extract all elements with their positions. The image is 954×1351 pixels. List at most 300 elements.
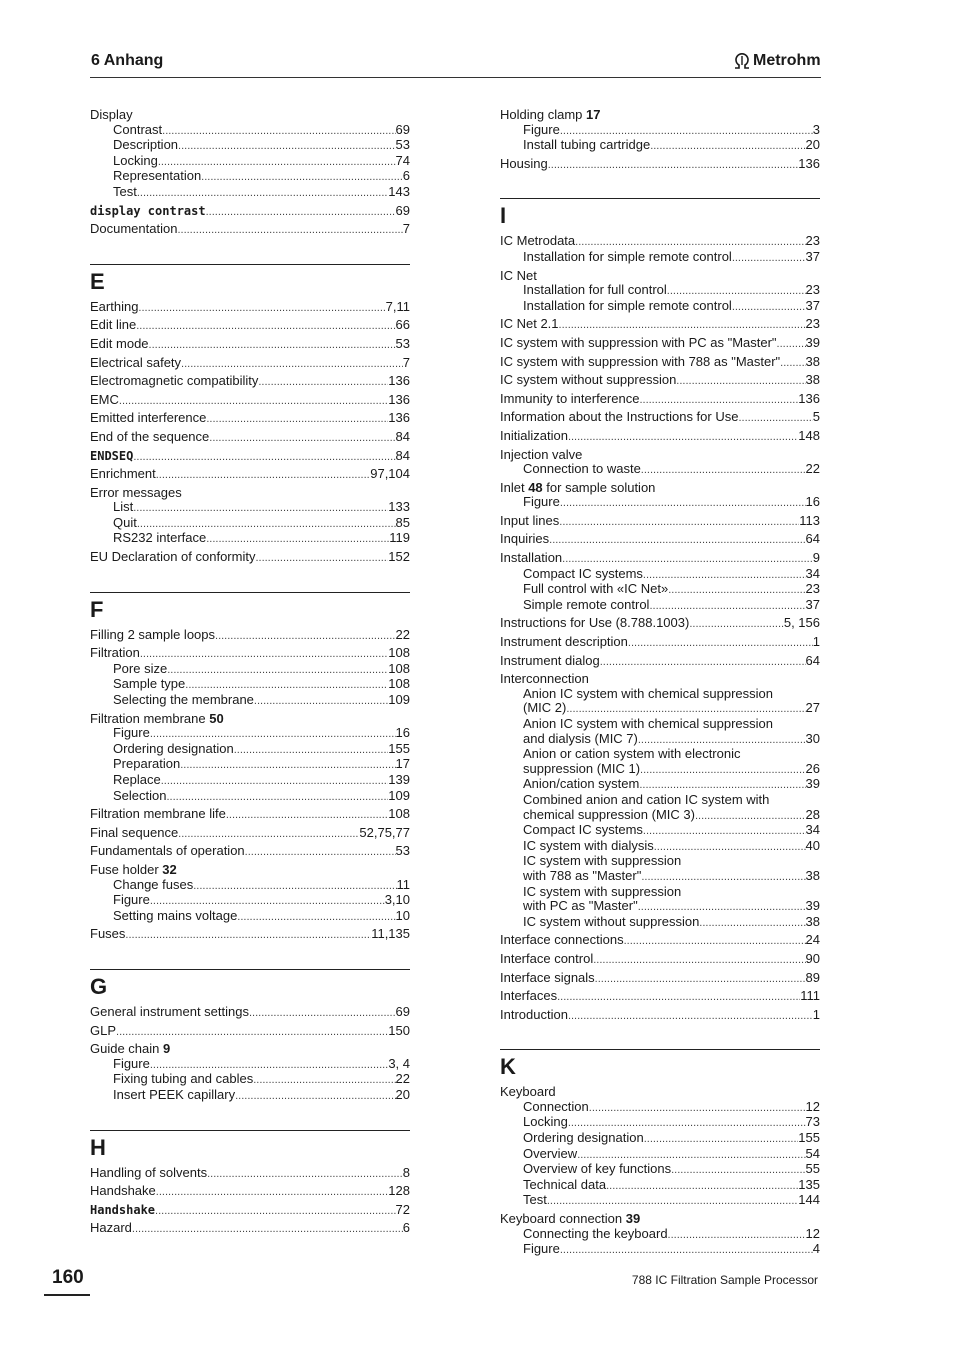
page-number: 160 [52, 1267, 84, 1288]
page-reference: 108 [388, 676, 410, 692]
dot-leader [595, 972, 806, 987]
page-reference: 7 [402, 354, 410, 370]
index-entry [90, 108, 410, 123]
entry-label [523, 1193, 547, 1208]
entry-label [500, 317, 559, 332]
page-reference: 1 [812, 1006, 820, 1022]
index-section [500, 1049, 820, 1258]
page-reference: 74 [395, 152, 410, 168]
dot-leader [180, 758, 395, 773]
entry-label [90, 374, 258, 389]
entry-label-text: Interface signals [500, 969, 595, 985]
index-subentry [500, 598, 820, 614]
entry-label [113, 123, 162, 138]
section-letter: F [90, 596, 104, 622]
index-subentry [90, 169, 410, 185]
page-reference: 152 [388, 549, 410, 565]
page-reference: 30 [805, 730, 820, 746]
entry-label-text: Compact IC systems [523, 822, 643, 838]
dot-leader [201, 170, 403, 185]
page-reference: 37 [805, 297, 820, 313]
dot-leader [206, 205, 396, 220]
entry-label [500, 410, 738, 425]
entry-label-text: Insert PEEK capillary [113, 1086, 236, 1102]
entry-label [500, 514, 559, 529]
entry-label-text: Inlet [500, 479, 525, 495]
entry-label-text: Fuse holder [90, 861, 159, 877]
index-entry [90, 1042, 410, 1057]
entry-label [523, 732, 638, 747]
dot-leader [738, 411, 812, 426]
page-reference: 39 [805, 776, 820, 792]
dot-leader [568, 1009, 813, 1024]
dot-leader [568, 1116, 806, 1131]
dot-leader [668, 583, 805, 598]
entry-label [500, 672, 589, 687]
dot-leader [559, 318, 806, 333]
entry-label-text: Figure [523, 1241, 560, 1257]
index-subentry [90, 909, 410, 925]
entry-label-text: IC system with suppression with 788 as "Master" [500, 353, 781, 369]
metrohm-omega-icon [733, 53, 751, 69]
entry-label-text: Selection [113, 787, 167, 803]
index-entry-block [90, 1042, 410, 1103]
entry-label-text: Keyboard connection [500, 1211, 623, 1227]
index-entry [90, 1221, 410, 1237]
entry-label [90, 393, 119, 408]
entry-label-text: Fixing tubing and cables [113, 1071, 254, 1087]
entry-label [90, 807, 226, 822]
dot-leader [593, 953, 805, 968]
entry-label-text: Overview of key functions [523, 1161, 672, 1177]
page-reference: 17 [395, 756, 410, 772]
index-entry-block [500, 392, 820, 408]
index-entry [90, 300, 410, 316]
entry-label [113, 773, 161, 788]
entry-label [523, 123, 560, 138]
entry-label-text: Edit mode [90, 335, 149, 351]
page-reference: 150 [388, 1022, 410, 1038]
index-entry [90, 449, 410, 465]
dot-leader [676, 374, 805, 389]
entry-label-text: Emitted interference [90, 410, 207, 426]
page-reference: 155 [388, 740, 410, 756]
entry-label-text: Test [113, 183, 137, 199]
entry-label-text: Interconnection [500, 671, 589, 687]
entry-label-text: Ordering designation [523, 1130, 644, 1146]
page-reference: 16 [395, 725, 410, 741]
page-reference: 28 [805, 806, 820, 822]
entry-label-text: Holding clamp [500, 107, 583, 122]
entry-label-text: RS232 interface [113, 530, 207, 546]
entry-label [90, 646, 140, 661]
entry-label-text: Information about the Instructions for Use [500, 409, 739, 425]
page-reference: 4 [812, 1241, 820, 1257]
dot-leader [643, 824, 806, 839]
entry-label [500, 269, 537, 284]
index-entry-block [500, 448, 820, 478]
entry-label-text: List [113, 499, 134, 515]
dot-leader [628, 636, 813, 651]
page-reference: 54 [805, 1145, 820, 1161]
index-subentry [500, 1131, 820, 1147]
index-entry [500, 551, 820, 567]
index-subentry [500, 1242, 820, 1258]
entry-label [113, 1057, 150, 1072]
entry-label-text: Interface connections [500, 932, 624, 948]
index-entry-block [90, 1184, 410, 1200]
entry-label-text: Electromagnetic compatibility [90, 373, 259, 389]
entry-label [523, 1162, 671, 1177]
page-reference: 23 [805, 233, 820, 249]
entry-label-text: Connection to waste [523, 461, 641, 477]
entry-label [90, 1184, 156, 1199]
page-reference: 136 [388, 410, 410, 426]
page-reference: 136 [798, 390, 820, 406]
entry-label [523, 823, 643, 838]
dot-leader [245, 845, 396, 860]
entry-label-text: EMC [90, 391, 119, 407]
entry-label-text: Interfaces [500, 988, 558, 1004]
page-reference: 3, 4 [388, 1055, 410, 1071]
entry-label [113, 154, 158, 169]
page-reference: 53 [395, 335, 410, 351]
index-subentry [90, 185, 410, 201]
index-entry [500, 448, 820, 463]
dot-leader [215, 629, 396, 644]
entry-label-text: Figure [523, 494, 560, 510]
index-subentry [90, 773, 410, 789]
entry-label-text: Instructions for Use (8.788.1003) [500, 615, 690, 631]
index-entry-block [90, 826, 410, 842]
entry-label [113, 662, 167, 677]
dot-leader [185, 678, 388, 693]
index-entry [500, 373, 820, 389]
index-entry-block [90, 430, 410, 446]
index-entry [90, 1005, 410, 1021]
entry-label-text: Representation [113, 168, 202, 184]
entry-label-text: Keyboard [500, 1084, 556, 1100]
entry-label [90, 204, 206, 219]
entry-label [500, 971, 595, 986]
entry-label [90, 356, 181, 371]
entry-label-text: Filtration membrane [90, 710, 206, 726]
page-reference: 97,104 [370, 466, 410, 482]
entry-label-text: Install tubing cartridge [523, 137, 651, 153]
entry-label [523, 687, 773, 702]
dot-leader [125, 928, 371, 943]
dot-leader [641, 870, 805, 885]
entry-label [500, 1008, 568, 1023]
page-reference: 113 [799, 512, 820, 528]
index-entry-block [90, 222, 410, 238]
dot-leader [780, 356, 805, 371]
page-reference: 90 [805, 950, 820, 966]
index-entry [500, 1212, 820, 1227]
dot-leader [140, 647, 388, 662]
entry-label-text: Electrical safety [90, 354, 182, 370]
dot-leader [549, 533, 805, 548]
dot-leader [732, 300, 806, 315]
index-subentry [500, 250, 820, 266]
entry-label [113, 909, 237, 924]
section-letter: E [90, 268, 105, 294]
index-subentry [500, 717, 820, 732]
dot-leader [149, 338, 396, 353]
entry-label-text: Figure [113, 725, 150, 741]
index-subentry [500, 701, 820, 717]
index-entry [90, 393, 410, 409]
index-entry [500, 234, 820, 250]
index-entry [90, 411, 410, 427]
page-reference: 8 [402, 1164, 410, 1180]
dot-leader [600, 655, 806, 670]
index-subentry [90, 742, 410, 758]
dot-leader [209, 431, 395, 446]
index-entry [500, 108, 820, 123]
section-letter: G [90, 973, 108, 999]
dot-leader [258, 375, 388, 390]
dot-leader [136, 319, 395, 334]
page-reference: 108 [388, 806, 410, 822]
index-entry [500, 514, 820, 530]
page-reference: 3,10 [384, 892, 410, 908]
entry-label-text: IC system with suppression with PC as "Master" [500, 334, 777, 350]
section-letter: H [90, 1134, 106, 1160]
index-entry-block [500, 157, 820, 173]
dot-leader [137, 186, 388, 201]
index-subentry [500, 793, 820, 808]
page-reference: 38 [805, 867, 820, 883]
figure-reference-number: 39 [625, 1211, 641, 1227]
index-entry [500, 336, 820, 352]
index-subentry [500, 899, 820, 915]
entry-label [500, 1212, 640, 1227]
entry-label [90, 1221, 132, 1236]
dot-leader [255, 551, 388, 566]
dot-leader [133, 501, 388, 516]
entry-label [90, 826, 178, 841]
page-reference: 55 [805, 1161, 820, 1177]
entry-label [113, 531, 206, 546]
dot-leader [548, 158, 799, 173]
entry-label-text: Setting mains voltage [113, 907, 238, 923]
entry-label-text: Simple remote control [523, 596, 650, 612]
index-entry-block [90, 1203, 410, 1219]
entry-label [500, 336, 777, 351]
entry-label [523, 598, 649, 613]
page-reference: 136 [388, 373, 410, 389]
entry-label [523, 701, 566, 716]
index-entry [90, 807, 410, 823]
index-subentry [500, 732, 820, 748]
index-entry [90, 1203, 410, 1219]
index-entry-block [500, 616, 820, 632]
entry-label [90, 844, 245, 859]
dot-leader [226, 808, 388, 823]
index-entry [90, 712, 410, 727]
entry-label-text: Connection [523, 1098, 589, 1114]
index-entry-block [500, 989, 820, 1005]
entry-label-text: IC system without suppression [500, 372, 677, 388]
dot-leader [639, 393, 798, 408]
dot-leader [167, 663, 388, 678]
index-entry-block [90, 411, 410, 427]
dot-leader [206, 412, 388, 427]
entry-label [523, 1178, 606, 1193]
index-subentry [500, 495, 820, 511]
page-reference: 11,135 [371, 926, 410, 942]
entry-label-text: chemical suppression (MIC 3) [523, 806, 695, 822]
entry-label-text: Selecting the membrane [113, 692, 254, 708]
entry-label [90, 1042, 170, 1057]
dot-leader [638, 900, 806, 915]
index-subentry [500, 1115, 820, 1131]
dot-leader [557, 990, 800, 1005]
entry-label-text: IC system with suppression [523, 853, 682, 869]
entry-label-text: Installation for simple remote control [523, 248, 732, 264]
entry-label-text: Test [523, 1192, 547, 1208]
dot-leader [671, 1163, 805, 1178]
index-subentry [90, 757, 410, 773]
entry-label-text: with 788 as "Master" [523, 867, 642, 883]
index-entry [500, 672, 820, 687]
entry-label-text: Edit line [90, 317, 137, 333]
entry-label [500, 551, 562, 566]
index-entry-block [90, 204, 410, 220]
entry-label [523, 717, 773, 732]
entry-label-text: Installation [500, 550, 563, 566]
figure-reference-number: 17 [586, 107, 601, 122]
entry-label-text: Installation for full control [523, 282, 667, 298]
index-entry-block [90, 863, 410, 924]
page-reference: 27 [805, 700, 820, 716]
dot-leader [566, 702, 805, 717]
dot-leader [650, 139, 805, 154]
entry-label-text: IC Metrodata [500, 233, 576, 249]
index-section [90, 969, 410, 1104]
index-entry-block [500, 317, 820, 333]
dot-leader [150, 894, 385, 909]
index-subentry [500, 123, 820, 139]
index-subentry [90, 789, 410, 805]
entry-label [523, 567, 643, 582]
page-reference: 20 [805, 137, 820, 153]
dot-leader [668, 1228, 806, 1243]
page-reference: 34 [805, 822, 820, 838]
index-entry-block [500, 234, 820, 265]
page-reference: 85 [395, 514, 410, 530]
index-subentry [500, 283, 820, 299]
entry-label-text: IC system with dialysis [523, 837, 654, 853]
index-subentry [90, 726, 410, 742]
index-subentry [500, 582, 820, 598]
entry-label-text: Input lines [500, 512, 560, 528]
dot-leader [138, 301, 385, 316]
section-letter: I [500, 203, 507, 229]
index-subentry [500, 462, 820, 478]
page-reference: 144 [798, 1192, 820, 1208]
page-reference: 84 [395, 428, 410, 444]
entry-label-text: Handshake [90, 1202, 156, 1217]
page-reference: 64 [805, 652, 820, 668]
index-entry [500, 971, 820, 987]
entry-label-text: Combined anion and cation IC system with [523, 791, 770, 807]
entry-label [90, 337, 149, 352]
index-subentry [90, 893, 410, 909]
index-subentry [500, 1100, 820, 1116]
index-entry-block [500, 514, 820, 530]
page-reference: 38 [805, 353, 820, 369]
entry-label [500, 448, 582, 463]
index-subentry [500, 808, 820, 824]
index-subentry [500, 839, 820, 855]
page-reference: 3 [812, 121, 820, 137]
dot-leader [575, 235, 805, 250]
index-entry-block [90, 550, 410, 566]
dot-leader [237, 910, 395, 925]
index-entry-block [90, 646, 410, 708]
index-subentry [500, 777, 820, 793]
entry-label-text: Filling 2 sample loops [90, 626, 216, 642]
entry-label-text: Anion IC system with chemical suppression [523, 685, 773, 701]
dot-leader [777, 337, 806, 352]
page-reference: 109 [388, 692, 410, 708]
footer-product-title: 788 IC Filtration Sample Processor [631, 1273, 818, 1287]
index-subentry [500, 747, 820, 762]
page-reference: 135 [798, 1176, 820, 1192]
entry-label [500, 952, 593, 967]
index-entry-block [90, 300, 410, 316]
entry-label-text: Full control with «IC Net» [523, 581, 669, 597]
index-entry-block [500, 672, 820, 930]
entry-label-text: IC Net [500, 267, 537, 283]
index-subentry [500, 1147, 820, 1163]
index-entry-block [90, 712, 410, 805]
page-reference: 128 [388, 1183, 410, 1199]
entry-label-text: Instrument dialog [500, 652, 600, 668]
entry-label-text: Instrument description [500, 634, 628, 650]
index-subentry [500, 1227, 820, 1243]
index-subentry [500, 567, 820, 583]
entry-label-text: Final sequence [90, 824, 179, 840]
entry-label-text: Pore size [113, 660, 168, 676]
entry-label-text: Filtration [90, 645, 140, 661]
dot-leader [560, 124, 813, 139]
entry-label [90, 318, 136, 333]
index-subentry [500, 1162, 820, 1178]
entry-label-text: Anion or cation system with electronic [523, 746, 741, 762]
index-subentry [500, 915, 820, 931]
entry-label [523, 1147, 577, 1162]
entry-label-text: Guide chain [90, 1041, 160, 1057]
entry-label-text: and dialysis (MIC 7) [523, 730, 638, 746]
entry-label [90, 1005, 249, 1020]
figure-reference-number: 50 [209, 710, 224, 726]
index-entry [90, 337, 410, 353]
index-entry [90, 467, 410, 483]
index-subentry [500, 869, 820, 885]
dot-leader [206, 532, 389, 547]
index-entry-block [500, 952, 820, 968]
entry-label [523, 777, 639, 792]
entry-label [523, 495, 560, 510]
index-subentry [500, 1193, 820, 1209]
page-reference: 6 [402, 1220, 410, 1236]
page-reference: 139 [388, 772, 410, 787]
entry-label-text: ENDSEQ [90, 448, 134, 463]
index-subentry [500, 1178, 820, 1194]
